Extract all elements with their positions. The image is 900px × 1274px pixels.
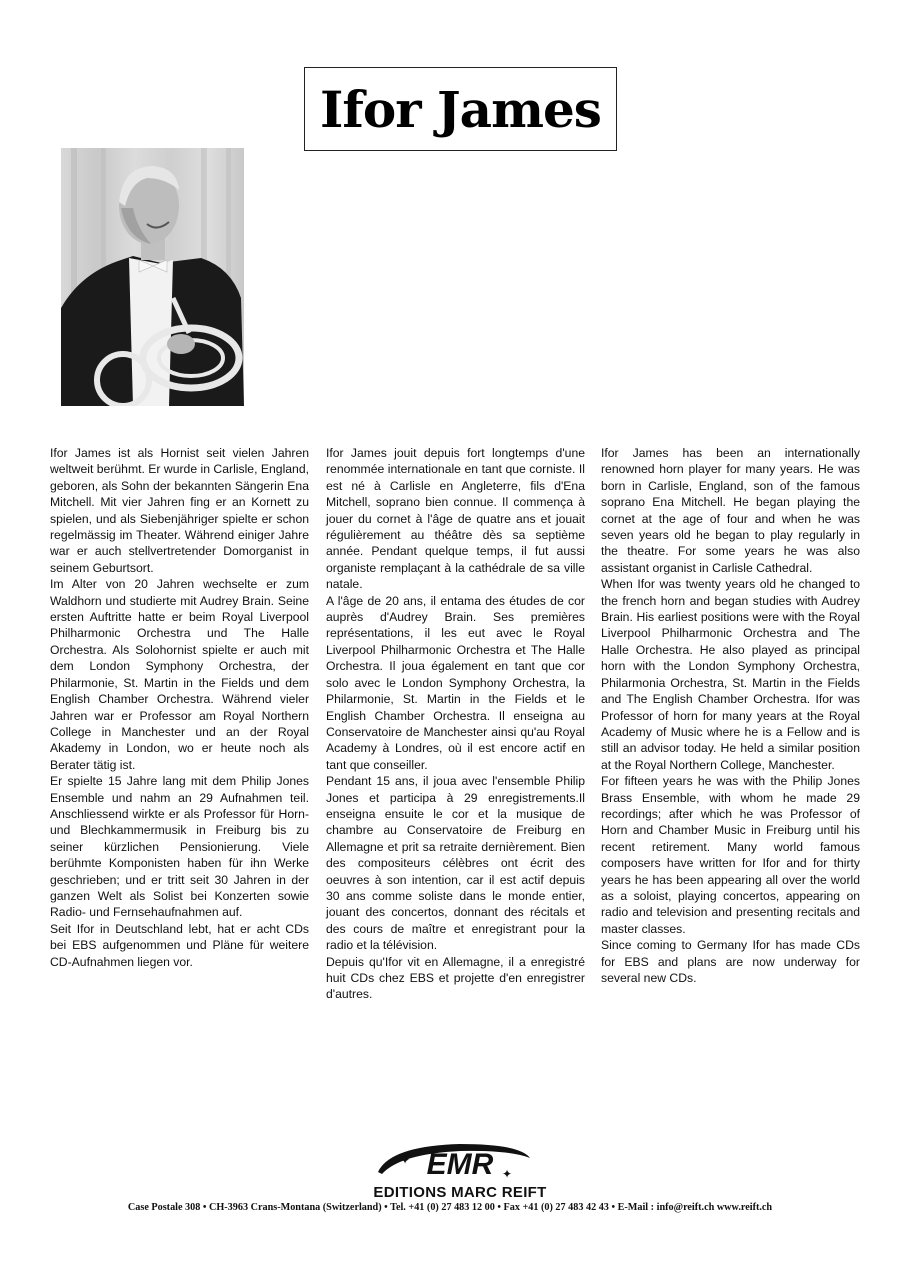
french-paragraph: Depuis qu'Ifor vit en Allemagne, il a enregistré huit CDs chez EBS et projette d'en enregistrer d'autres.: [326, 954, 585, 1002]
page-title: Ifor James: [320, 79, 601, 139]
contact-line: Case Postale 308 • CH-3963 Crans-Montana (Switzerland) • Tel. +41 (0) 27 483 12 00 • Fax +41 (0) 27 483 42 43 • E-Mail : info@reift.ch www.reift.ch: [127, 1202, 773, 1213]
german-paragraph: Seit Ifor in Deutschland lebt, hat er acht CDs bei EBS aufgenommen und Pläne für weitere CD-Aufnahmen liegen vor.: [50, 921, 309, 969]
french-paragraph: Ifor James jouit depuis fort longtemps d'une renommée internationale en tant que corniste. Il est né à Carlisle en Angleterre, fils d'Ena Mitchell, soprano bien connue. Il commença à jouer du cornet à l'âge de quatre ans et jouait régulièrement au théâtre dès sa septième année. Pendant quelque temps, il fut aussi organiste remplaçant à la cathédrale de sa ville natale.: [326, 446, 585, 592]
hand: [167, 334, 195, 354]
english-paragraph: When Ifor was twenty years old he changed to the french horn and began studies with Audrey Brain. His earliest positions were with the Royal Liverpool Philharmonic Orchestra and The Halle Orchestra. He also played as principal horn with the London Symphony Orchestra, Philarmonia Orchestra, St. Martin in the Fields and The English Chamber Orchestra. Ifor was Professor of horn for many years at the Royal Academy of Music where he is a Fellow and is still an advisor today. He held a similar position at the Royal Northern College, Manchester.: [601, 577, 860, 772]
emr-logo-mark: [360, 1140, 560, 1184]
german-column: [50, 445, 309, 970]
portrait-illustration: [61, 148, 244, 406]
french-column: [326, 445, 585, 1003]
german-paragraph: Ifor James ist als Hornist seit vielen Jahren weltweit berühmt. Er wurde in Carlisle, England, geboren, als Sohn der bekannten Sängerin Ena Mitchell. Mit vier Jahren fing er an Kornett zu spielen, und als Siebenjähriger spielte er schon regelmässig im Theater. Während einiger Jahre war er auch stellvertretender Domorganist in seinem Geburtsort.: [50, 446, 309, 575]
english-paragraph: Since coming to Germany Ifor has made CDs for EBS and plans are now underway for several new CDs.: [601, 938, 860, 985]
french-paragraph: A l'âge de 20 ans, il entama des études de cor auprès d'Audrey Brain. Ses premières représentations, il les eut avec le Royal Liverpool Philharmonic Orchestra et The Halle Orchestra. Il joua également en tant que cor solo avec le London Symphony Orchestra, la Philarmonie, St. Martin in the Fields et le English Chamber Orchestra. Il enseigna au Conservatoire de Manchester ainsi qu'au Royal Academy à Londres, où il est encore actif en tant que conseiller.: [326, 593, 585, 772]
portrait-photo: [61, 148, 244, 406]
german-paragraph: Er spielte 15 Jahre lang mit dem Philip Jones Ensemble und nahm an 29 Aufnahmen teil. Anschliessend wirkte er als Professor für Horn- und Blechkammermusik in Freiburg bis zu seiner kürzlichen Pensionierung. Viele berühmte Komponisten haben für ihn Werke geschrieben; und er tritt seit 30 Jahren in der ganzen Welt als Solist bei Konzerten sowie Radio- und Fernsehaufnahmen auf.: [50, 774, 309, 920]
english-paragraph: Ifor James has been an internationally renowned horn player for many years. He was born in Carlisle, England, son of the famous soprano Ena Mitchell. He began playing the cornet at the age of four and when he was seven years old he began to play regularly in the theatre. For some years he was also assistant organist in Carlisle Cathedral.: [601, 446, 860, 575]
title-box: [304, 67, 617, 151]
english-paragraph: For fifteen years he was with the Philip Jones Brass Ensemble, with whom he made 29 recordings; after which he was Professor of Horn and Chamber Music in Freiburg until his recent retirement. Many world famous composers have written for Ifor and for thirty years he has been appearing all over the world as a soloist, playing concertos, appearing on radio and television and presenting recitals and master classes.: [601, 774, 860, 936]
star-icon: ✦: [400, 1153, 411, 1167]
french-paragraph: Pendant 15 ans, il joua avec l'ensemble Philip Jones et participa à 29 enregistrements.Il enseigna ensuite le cor et la musique de chambre au Conservatoire de Freiburg en Allemagne et prit sa retraite dernièrement. Bien des compositeurs célèbres ont écrit des oeuvres à son intention, car il est actif depuis 30 ans comme soliste dans le monde entier, jouant des concertos, donnant des récitals et des cours de maître et enregistrant pour la radio et la télévision.: [326, 774, 585, 953]
logo-text: EMR: [426, 1148, 494, 1181]
star-icon: ✦: [502, 1167, 513, 1181]
english-column: [601, 445, 860, 986]
german-paragraph: Im Alter von 20 Jahren wechselte er zum Waldhorn und studierte mit Audrey Brain. Seine ersten Auftritte hatte er beim Royal Liverpool Philharmonic Orchestra und The Halle Orchestra. Als Solohornist spielte er auch mit dem London Symphony Orchestra, der Philarmonie, St. Martin in the Fields und dem English Chamber Orchestra. Während vieler Jahren war er Professor am Royal Northern College in Manchester und an der Royal Akademy in London, wo er heute noch als Berater tätig ist.: [50, 577, 309, 772]
brand-name: EDITIONS MARC REIFT: [373, 1184, 547, 1201]
